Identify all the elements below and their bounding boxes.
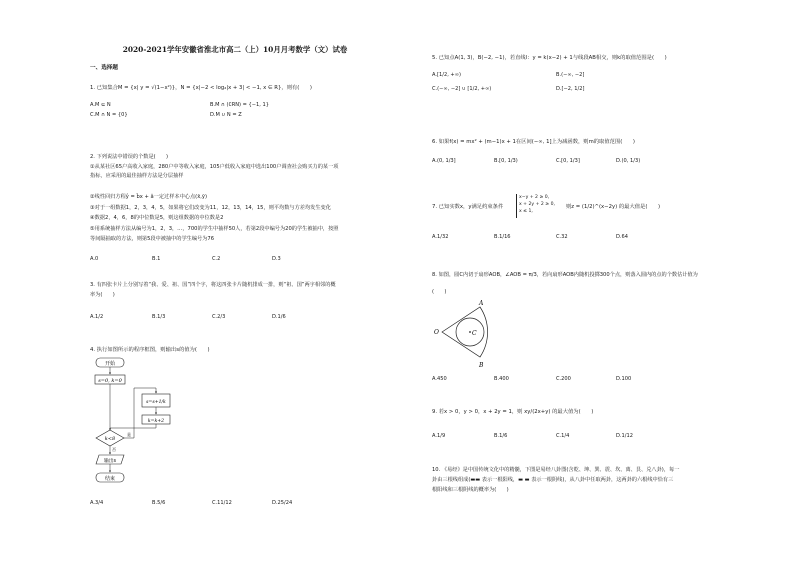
option-a: A.0 xyxy=(90,256,99,262)
option-b: B.1/6 xyxy=(494,433,508,439)
flowchart-end-label: 结束 xyxy=(104,476,116,482)
option-a: A.1/32 xyxy=(432,234,449,240)
option-b: B.[0, 1/3) xyxy=(494,158,518,164)
option-b: B.1 xyxy=(152,256,161,262)
question-9: 9. 若x > 0，y > 0，x + 2y = 1，则 xy/(2x+y) 的最大值为( ) xyxy=(432,409,594,415)
option-b: B.400 xyxy=(494,376,509,382)
option-a: A.450 xyxy=(432,376,447,382)
flowchart-output-label: 输出s xyxy=(103,459,117,464)
option-b: B.M ∩ (∁RN) = {−1, 1} xyxy=(210,102,270,108)
question-8-options xyxy=(432,376,772,384)
question-4-options xyxy=(90,500,420,510)
section-heading: 一、选择题 xyxy=(90,65,118,71)
option-d: D.1/6 xyxy=(272,314,286,320)
option-a: A.(0, 1/3] xyxy=(432,158,456,164)
constraint-3: x ≤ 1, xyxy=(519,209,533,215)
option-c: C.(−∞, −2] ∪ [1/2, +∞) xyxy=(432,86,492,92)
question-5-options xyxy=(432,72,772,96)
question-2-line: ④数据2，4，6，8的中位数是5，则这组数据的中位数是2 xyxy=(90,215,224,221)
question-2-options xyxy=(90,256,420,264)
option-a: A.1/9 xyxy=(432,433,446,439)
question-3-options xyxy=(90,314,420,322)
question-10-line: 卦由三根线组成(▬▬ 表示一根阳线，▬ ▬ 表示一根阴线)，从八卦中任取两卦，这两卦的六根线中恰有三 xyxy=(432,477,674,483)
flowchart-update-k-label: k=k+2 xyxy=(147,419,165,424)
question-2-line: ③对于一组数据1，2，3，4，5，如果将它们改变为11，12，13，14，15，则平均数与方差均发生变化 xyxy=(90,205,331,211)
question-7: 7. 已知实数x，y满足约束条件 xyxy=(432,204,504,210)
question-6: 6. 如果f(x) = mx² + (m−1)x + 1在区间(−∞, 1]上为减函数，则m的取值范围( ) xyxy=(432,139,635,145)
circle-center-dot xyxy=(469,331,471,333)
point-a-label: A xyxy=(479,300,484,307)
question-8-line: ( ) xyxy=(432,289,447,295)
flowchart xyxy=(90,356,180,490)
option-d: D.[−2, 1/2] xyxy=(556,86,585,92)
question-2-line: 等间隔抽取的方法，则第5段中被抽中的学生编号为76 xyxy=(90,236,215,242)
constraint-1: x−y + 2 ≥ 0, xyxy=(519,195,550,200)
option-d: D.3 xyxy=(272,256,281,262)
flowchart-start-label: 开始 xyxy=(104,361,116,367)
question-1-options xyxy=(90,102,420,122)
question-2-line: 2. 下列说法中错误的个数是( ) xyxy=(90,154,169,160)
option-a: A.3/4 xyxy=(90,500,104,506)
option-c: C.[0, 1/3] xyxy=(556,158,580,164)
option-b: B.5/6 xyxy=(152,500,166,506)
point-c-label: C xyxy=(472,330,477,337)
option-b: B.1/16 xyxy=(494,234,511,240)
question-5: 5. 已知点A(1, 3)，B(−2, −1)，若直线l：y = k(x−2) + 1与线段AB相交，则k的取值范围是( ) xyxy=(432,55,667,61)
option-a: A.[1/2, +∞) xyxy=(432,72,461,78)
question-7-tail: 则z = (1/2)^(x−2y) 的最大值是( ) xyxy=(566,204,661,210)
question-10-line: 10. 《易经》是中国传统文化中的精髓，下图是易经八卦图(含乾、坤、巽、震、坎、离、艮、兑八卦)，每一 xyxy=(432,467,680,473)
option-c: C.2/3 xyxy=(212,314,226,320)
question-2-line: 指标，应采用的最佳抽样方法是分层抽样 xyxy=(90,173,184,179)
option-d: D.M ∪ N = Z xyxy=(210,112,242,118)
question-9-options xyxy=(432,433,772,441)
flowchart-init-label: s=0, k=0 xyxy=(98,378,122,384)
option-c: C.2 xyxy=(212,256,221,262)
question-2-line: ⑤用系统抽样方法从编号为1，2，3，…，700的学生中抽样50人，若第2段中编号为20的学生被抽中，按照 xyxy=(90,226,339,232)
option-d: D.(0, 1/3) xyxy=(616,158,641,164)
option-d: D.64 xyxy=(616,234,629,240)
question-2-line: ①从某社区65户高收入家庭，280户中等收入家庭，105户低收入家庭中选出100户调查社会购买力的某一项 xyxy=(90,164,339,170)
option-b: B.(−∞, −2] xyxy=(556,72,585,78)
option-b: B.1/3 xyxy=(152,314,166,320)
question-1: 1. 已知集合M = {x| y = √(1−x²)}，N = {x|−2 < log₂|x + 3| < −1, x ∈ R}，则有( ) xyxy=(90,85,312,91)
question-8-line: 8. 如图，圆C内切于扇形AOB，∠AOB = π/3，若向扇形AOB内随机投掷300个点，则落入圆内的点的个数估计值为 xyxy=(432,272,698,278)
question-3-line: 率为( ) xyxy=(90,292,115,298)
option-d: D.100 xyxy=(616,376,632,382)
point-o-label: O xyxy=(434,329,439,336)
flowchart-update-s-label: s=s+1/k xyxy=(146,400,166,405)
option-c: C.11/12 xyxy=(212,500,232,506)
option-c: C.32 xyxy=(556,234,568,240)
option-c: C.1/4 xyxy=(556,433,570,439)
sector-aob xyxy=(442,307,488,357)
question-10-line: 根阳线和三根阴线的概率为( ) xyxy=(432,487,509,493)
question-4: 4. 执行如图所示的程序框图，则输出s的值为( ) xyxy=(90,347,210,353)
question-2-line: ②线性回归方程ŷ = b̂x + â一定过样本中心点(x̄,ȳ) xyxy=(90,194,208,200)
question-6-options xyxy=(432,158,772,166)
option-d: D.1/12 xyxy=(616,433,633,439)
option-d: D.25/24 xyxy=(272,500,293,506)
option-c: C.200 xyxy=(556,376,571,382)
constraint-2: x + 2y + 2 ≥ 0, xyxy=(519,202,555,208)
question-7-options xyxy=(432,234,772,242)
sector-figure xyxy=(432,300,502,370)
page-title: 2020-2021学年安徽省淮北市高二（上）10月月考数学（文）试卷 xyxy=(122,45,348,54)
flowchart-no-label: 否 xyxy=(112,447,116,452)
option-c: C.M ∩ N = {0} xyxy=(90,112,128,118)
point-b-label: B xyxy=(479,362,484,369)
constraint-system xyxy=(516,194,563,218)
question-3-line: 3. 有四张卡片上分别写着“我、爱、祖、国”四个字，将这四张卡片随机排成一排，则“祖、国”两字相邻的概 xyxy=(90,282,336,288)
flowchart-yes-label: 是 xyxy=(127,432,131,437)
option-a: A.1/2 xyxy=(90,314,104,320)
flowchart-condition-label: k<8 xyxy=(104,436,116,442)
option-a: A.M ⊆ N xyxy=(90,102,111,108)
